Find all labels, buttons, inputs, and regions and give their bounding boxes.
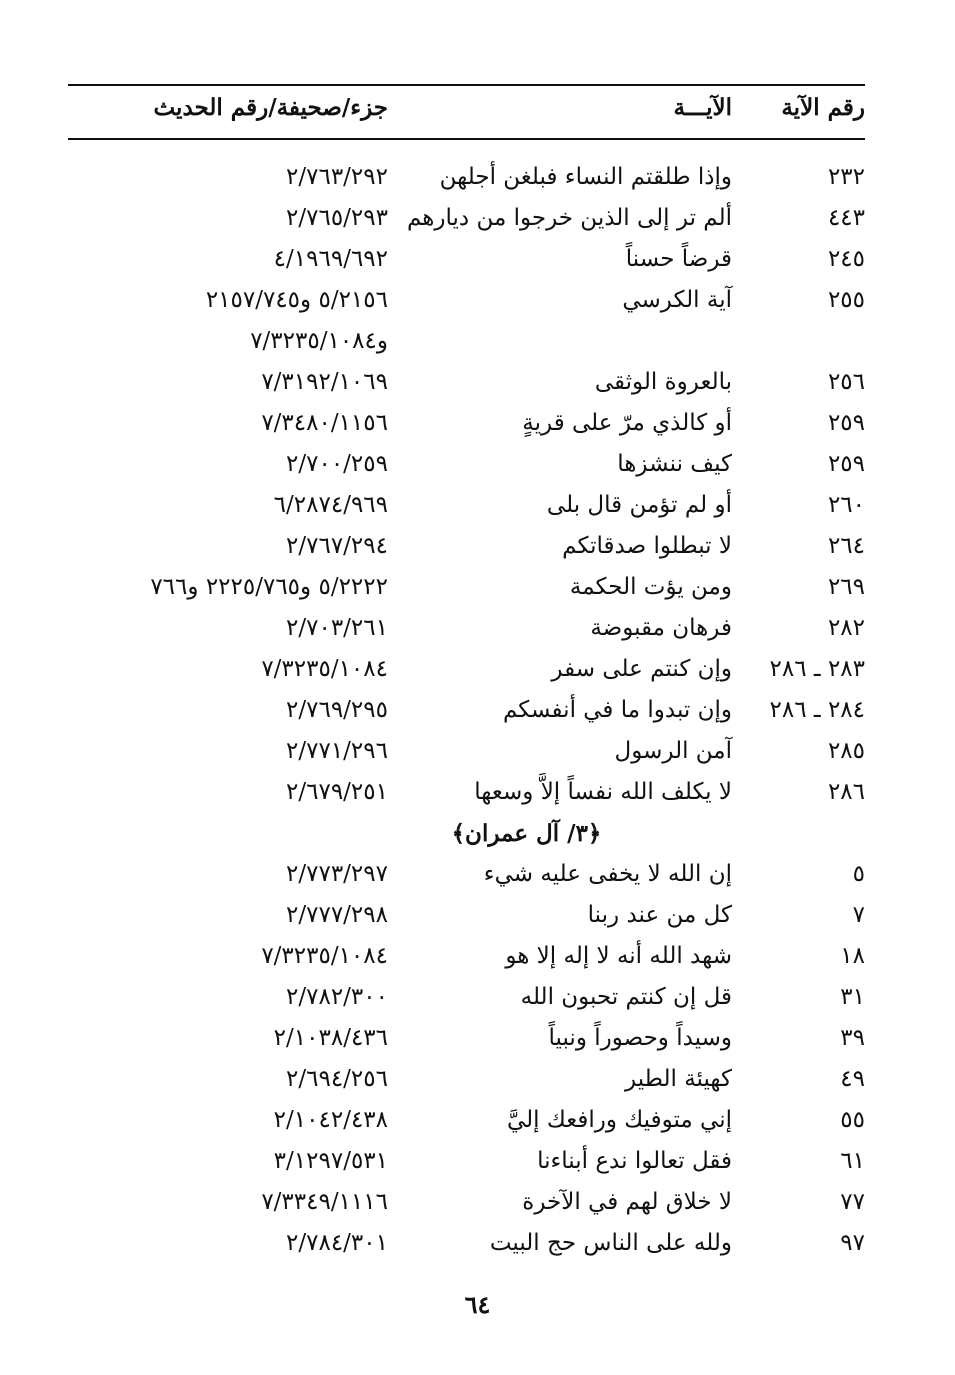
table-header	[68, 86, 865, 138]
verse-text: ألم تر إلى الذين خرجوا من ديارهم	[406, 205, 732, 231]
hadith-reference: ٥/٢٢٢٢ و٢٢٢٥/٧٦٥ و٧٦٦	[150, 574, 388, 600]
hadith-reference: ٢/٦٧٩/٢٥١	[286, 779, 388, 805]
hadith-reference: ٢/٦٩٤/٢٥٦	[286, 1066, 388, 1092]
table-row	[68, 324, 865, 365]
hadith-reference: ٢/٧٠٣/٢٦١	[286, 615, 388, 641]
header-reference: جزء/صحيفة/رقم الحديث	[153, 94, 388, 121]
verse-number: ٢٨٣ ـ ٢٨٦	[769, 656, 865, 682]
verse-number: ٩٧	[840, 1230, 865, 1256]
verse-number: ٢٣٢	[827, 164, 865, 190]
table-row	[68, 1021, 865, 1062]
table-row	[68, 611, 865, 652]
hadith-reference: ٢/١٠٤٢/٤٣٨	[273, 1107, 388, 1133]
verse-number: ٣١	[840, 984, 865, 1010]
verse-text: ولله على الناس حج البيت	[489, 1230, 732, 1256]
verse-text: شهد الله أنه لا إله إلا هو	[505, 943, 732, 969]
verse-number: ٢٦٩	[827, 574, 865, 600]
hadith-reference: ٢/١٠٣٨/٤٣٦	[273, 1025, 388, 1051]
verse-text: قرضاً حسناً	[625, 246, 732, 272]
verse-text: إن الله لا يخفى عليه شيء	[483, 861, 732, 887]
hadith-reference: ٢/٧٦٥/٢٩٣	[286, 205, 388, 231]
hadith-reference: ٢/٧٧١/٢٩٦	[286, 738, 388, 764]
verse-text: أو كالذي مرّ على قريةٍ	[522, 410, 732, 436]
table-row	[68, 939, 865, 980]
table-row	[68, 1103, 865, 1144]
table-row	[68, 857, 865, 898]
verse-text: لا تبطلوا صدقاتكم	[562, 533, 732, 559]
verse-number: ٢٥٥	[827, 287, 865, 313]
hadith-reference: ٥/٢١٥٦ و٢١٥٧/٧٤٥	[205, 287, 388, 313]
verse-text: وإن كنتم على سفر	[551, 656, 732, 682]
table-row	[68, 693, 865, 734]
verse-text: لا يكلف الله نفساً إلاَّ وسعها	[474, 779, 732, 805]
verse-text: وإذا طلقتم النساء فبلغن أجلهن	[439, 164, 732, 190]
verse-text: كل من عند ربنا	[587, 902, 732, 928]
table-row	[68, 775, 865, 816]
table-row	[68, 1144, 865, 1185]
hadith-reference: ٧/٣٢٣٥/١٠٨٤	[261, 656, 388, 682]
verse-number: ٢٦٠	[827, 492, 865, 518]
verse-text: فقل تعالوا ندع أبناءنا	[537, 1148, 732, 1174]
hadith-reference: ٢/٧٨٢/٣٠٠	[286, 984, 388, 1010]
hadith-reference: ٢/٧٦٩/٢٩٥	[286, 697, 388, 723]
verse-text: وإن تبدوا ما في أنفسكم	[503, 697, 732, 723]
table-row	[68, 1062, 865, 1103]
table-row	[68, 283, 865, 324]
table-row	[68, 570, 865, 611]
hadith-reference: ٣/١٢٩٧/٥٣١	[273, 1148, 388, 1174]
hadith-reference: ٢/٧٦٧/٢٩٤	[286, 533, 388, 559]
verse-number: ٢٨٦	[827, 779, 865, 805]
table-row	[68, 406, 865, 447]
page-number: ٦٤	[464, 1290, 491, 1319]
verse-number: ٤٩	[840, 1066, 865, 1092]
hadith-reference: ٧/٣٣٤٩/١١١٦	[261, 1189, 388, 1215]
table-row	[68, 652, 865, 693]
table-row	[68, 160, 865, 201]
verse-number: ٤٤٣	[827, 205, 865, 231]
verse-text: ومن يؤت الحكمة	[569, 574, 732, 600]
verse-number: ٢٨٥	[827, 738, 865, 764]
verse-number: ٢٦٤	[827, 533, 865, 559]
verse-number: ٢٨٢	[827, 615, 865, 641]
verse-number: ٣٩	[840, 1025, 865, 1051]
verse-number: ٦١	[840, 1148, 865, 1174]
hadith-reference: ٧/٣٤٨٠/١١٥٦	[261, 410, 388, 436]
table-row	[68, 488, 865, 529]
verse-number: ٢٤٥	[827, 246, 865, 272]
table-row	[68, 242, 865, 283]
verse-number: ٢٥٩	[827, 410, 865, 436]
verse-text: لا خلاق لهم في الآخرة	[522, 1189, 732, 1215]
verse-text: إني متوفيك ورافعك إليَّ	[506, 1107, 732, 1133]
table-row	[68, 447, 865, 488]
header-verse-number: رقم الآية	[781, 94, 865, 121]
hadith-reference: ٢/٧٧٧/٢٩٨	[286, 902, 388, 928]
verse-number: ٥٥	[840, 1107, 865, 1133]
verse-text: فرهان مقبوضة	[590, 615, 732, 641]
table-row	[68, 201, 865, 242]
table-row	[68, 1185, 865, 1226]
table-row	[68, 529, 865, 570]
table-row	[68, 1226, 865, 1267]
verse-number: ١٨	[840, 943, 865, 969]
hadith-reference: ٧/٣٢٣٥/١٠٨٤	[261, 943, 388, 969]
verse-text: آمن الرسول	[614, 738, 732, 764]
verse-number: ٥	[852, 861, 865, 887]
verse-text: وسيداً وحصوراً ونبياً	[548, 1025, 732, 1051]
surah-title: ﴿٣/ آل عمران﴾	[451, 820, 602, 847]
verse-text: كهيئة الطير	[625, 1066, 732, 1092]
header-verse: الآيـــة	[673, 94, 732, 121]
verse-number: ٧	[852, 902, 865, 928]
index-table-body	[68, 160, 865, 1267]
table-row	[68, 980, 865, 1021]
hadith-reference: ٧/٣١٩٢/١٠٦٩	[261, 369, 388, 395]
verse-number: ٧٧	[840, 1189, 865, 1215]
verse-text: أو لم تؤمن قال بلى	[546, 492, 732, 518]
hadith-reference: ٤/١٩٦٩/٦٩٢	[273, 246, 388, 272]
verse-number: ٢٥٩	[827, 451, 865, 477]
table-row	[68, 898, 865, 939]
hadith-reference: ٢/٧٨٤/٣٠١	[286, 1230, 388, 1256]
hadith-reference: ٢/٧٦٣/٢٩٢	[286, 164, 388, 190]
surah-section-heading	[68, 816, 865, 857]
verse-text: كيف ننشزها	[617, 451, 732, 477]
table-row	[68, 365, 865, 406]
verse-number: ٢٨٤ ـ ٢٨٦	[769, 697, 865, 723]
verse-text: بالعروة الوثقى	[594, 369, 732, 395]
verse-number: ٢٥٦	[827, 369, 865, 395]
table-row	[68, 734, 865, 775]
verse-text: قل إن كنتم تحبون الله	[520, 984, 732, 1010]
hadith-reference: ٢/٧٠٠/٢٥٩	[286, 451, 388, 477]
hadith-reference: ٦/٢٨٧٤/٩٦٩	[273, 492, 388, 518]
hadith-reference: ٢/٧٧٣/٢٩٧	[286, 861, 388, 887]
verse-text: آية الكرسي	[622, 287, 732, 313]
hadith-reference: و٧/٣٢٣٥/١٠٨٤	[250, 328, 388, 354]
header-bottom-rule	[68, 138, 865, 140]
